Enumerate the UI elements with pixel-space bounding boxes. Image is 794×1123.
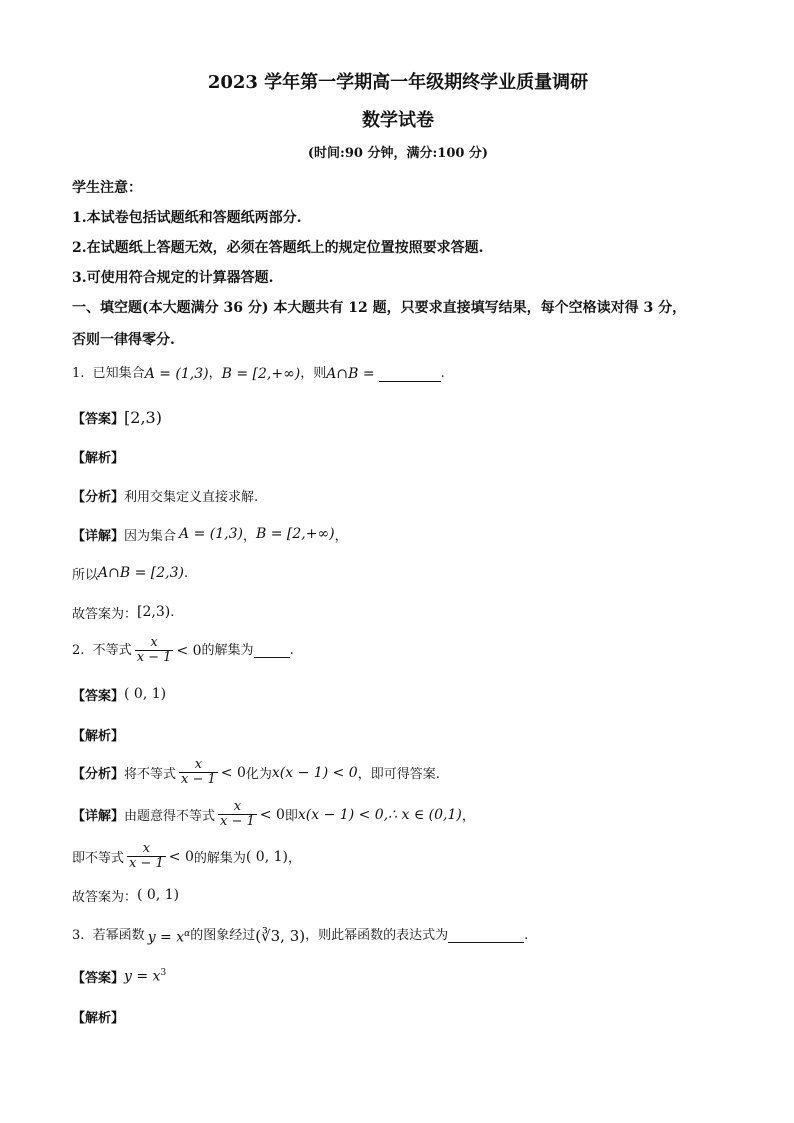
question-text: 的图象经过 [190,927,256,943]
punct: ， [287,851,301,866]
set-a: A = (1,3) [144,366,209,382]
detail-row [72,523,724,545]
notice-item: 2.在试题纸上答题无效，必须在答题纸上的规定位置按照要求答题. [72,240,484,256]
set-a: A = (1,3) [179,526,243,542]
fraction-denominator: x − 1 [136,650,172,665]
answer-row [72,683,724,705]
fraction-numerator: x [194,757,203,772]
fenxi-text: ，即可得答案. [357,767,440,782]
punct: . [524,927,529,943]
punct: ， [461,809,475,824]
intersection-result: A∩B = [2,3) [98,565,184,581]
section-heading [72,292,724,356]
final-answer-row [72,884,724,906]
question-text: 的解集为 [201,642,254,658]
final-answer-row [72,601,724,623]
final-answer-label: 故答案为： [72,889,138,905]
final-answer-label: 故答案为： [72,606,138,622]
detail-text: 所以 [72,567,99,583]
fraction-numerator: x [150,635,158,650]
power-function [148,924,191,948]
inequality: < 0 [259,806,285,823]
inequality: < 0 [168,848,194,865]
analysis-row [72,723,724,745]
page-title: 2023 学年第一学期高一年级期终学业质量调研 [207,72,589,93]
answer-value: ( 0, 1) [124,686,167,702]
fraction-numerator: x [142,841,151,856]
detail-text: 的解集为 [193,851,246,866]
exam-meta: (时间:90 分钟，满分:100 分) [307,146,489,161]
fenxi-text: 利用交集定义直接求解. [124,489,259,505]
set-b: B = [2,+∞) [221,366,301,382]
punct: . [170,604,175,620]
detail-label: 【详解】 [72,528,125,544]
analysis-row [72,445,724,467]
punct: ， [334,528,348,544]
answer-label: 【答案】 [72,971,125,987]
question-text: 已知集合 [92,366,145,381]
notice-title: 学生注意： [72,180,142,196]
analysis-label: 【解析】 [72,1011,125,1027]
fenxi-row [72,484,724,506]
section-line: 否则一律得零分. [72,332,175,348]
notice-item: 3.可使用符合规定的计算器答题. [72,270,274,286]
question-1 [72,364,724,384]
question-text: 若幂函数 [92,927,145,943]
student-notice [72,178,724,288]
punct: . [440,366,445,381]
power-function-base: y = x [147,929,185,946]
detail-text: 因为集合 [124,528,177,544]
punct: ， [242,528,256,544]
answer-blank[interactable] [254,643,290,658]
fraction [218,800,257,829]
fraction [135,636,174,665]
fraction-denominator: x − 1 [220,814,255,829]
fraction-denominator: x − 1 [129,856,164,871]
section-line: 一、填空题(本大题满分 36 分) 本大题共有 12 题，只要求直接填写结果，每个空格读对得 3 分， [72,300,687,316]
answer-label: 【答案】 [72,688,125,704]
answer-blank[interactable] [379,367,441,382]
fenxi-text: 化为 [245,767,272,782]
solution-expr: x(x − 1) < 0,∴ x ∈ (0,1) [297,806,462,823]
question-number: 1. [72,366,85,381]
question-number: 3. [72,927,85,943]
question-text: ，则此幂函数的表达式为 [305,927,449,943]
fenxi-text: 将不等式 [124,767,177,782]
fraction [127,842,166,871]
answer-base: y = x [124,968,161,985]
power-function-exponent: α [184,929,191,939]
answer-row [72,966,724,988]
detail-text: 即 [284,809,298,824]
answer-exponent: 3 [160,968,167,979]
detail-row [72,842,724,871]
final-answer-value: [2,3) [137,604,171,620]
answer-value: [2,3) [124,407,162,427]
intersection-expr: A∩B = [326,366,375,382]
detail-row [72,800,724,829]
punct: . [289,642,294,658]
question-number: 2. [72,642,85,658]
solution-set: ( 0, 1) [245,848,288,865]
detail-text: 即不等式 [72,851,125,866]
fraction [179,758,218,787]
detail-label: 【详解】 [72,809,125,824]
answer-label: 【答案】 [72,411,125,427]
page-subtitle: 数学试卷 [362,110,434,131]
question-text: 不等式 [92,642,132,658]
question-text: ，则 [300,366,327,381]
detail-row [72,562,724,584]
set-b: B = [2,+∞) [255,526,335,542]
fenxi-label: 【分析】 [72,767,125,782]
punct: . [183,565,189,581]
fenxi-label: 【分析】 [72,489,125,505]
final-answer-value: ( 0, 1) [137,887,180,903]
notice-item: 1.本试卷包括试题纸和答题纸两部分. [72,210,302,226]
fraction-numerator: x [233,799,242,814]
answer-row [72,406,724,428]
question-2 [72,636,724,665]
punct: ， [208,366,222,381]
inequality: < 0 [220,764,246,781]
fenxi-row [72,758,724,787]
answer-value [124,968,166,985]
inequality: < 0 [176,642,202,659]
analysis-label: 【解析】 [72,450,125,466]
fraction-denominator: x − 1 [181,772,216,787]
graph-point: (∛3, 3) [255,926,306,945]
inequality-expr: x(x − 1) < 0 [271,764,358,781]
analysis-row [72,1006,724,1028]
analysis-label: 【解析】 [72,728,125,744]
question-3 [72,924,724,948]
detail-text: 由题意得不等式 [124,809,216,824]
answer-blank[interactable] [448,928,524,943]
